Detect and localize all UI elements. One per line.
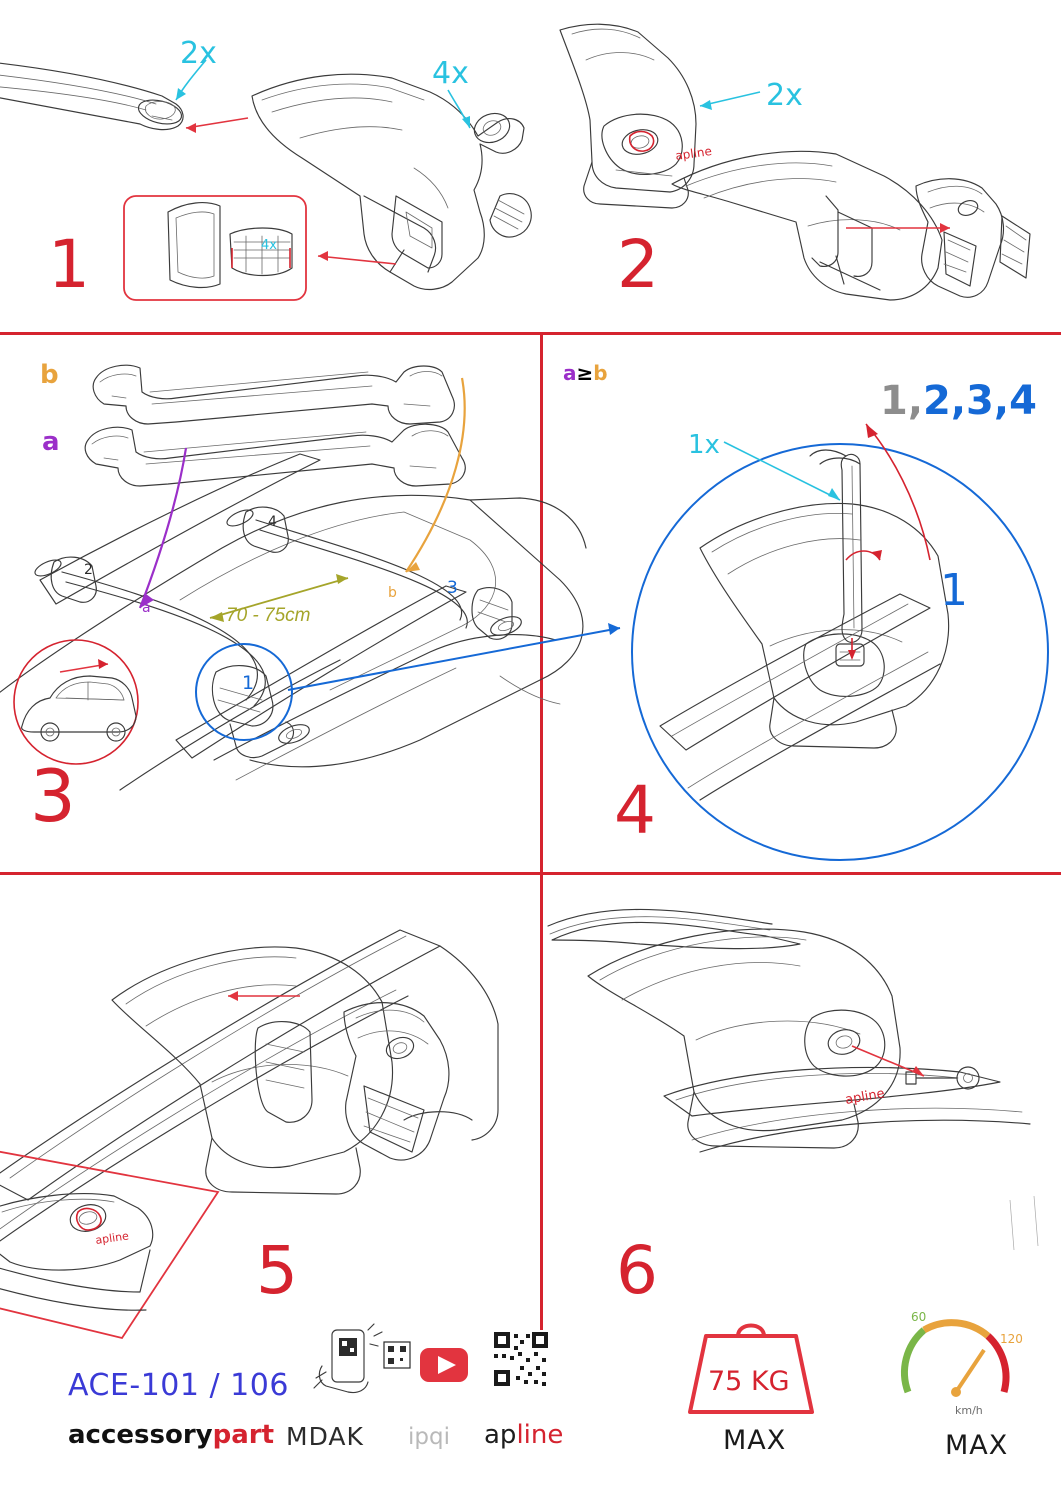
quantity-label-2x-step1: 2x [180,36,217,71]
svg-text:apline: apline [94,1229,130,1247]
step-number-2: 2 [617,226,658,303]
dimension-label: 70 - 75cm [226,605,311,626]
compare-a: a [563,361,577,385]
max-weight-caption: MAX [723,1425,787,1456]
step-number-5: 5 [256,1232,297,1309]
phone-scan-icon[interactable] [314,1324,410,1393]
mark-a: a [142,600,151,616]
svg-text:apline: apline [844,1086,886,1108]
quantity-label-4x-inset: 4x [261,238,277,253]
sequence-part-grey: 1, [880,378,924,424]
max-weight-value: 75 KG [708,1366,790,1397]
logo-apline [484,1420,563,1450]
gauge-tick-min: 60 [911,1310,927,1324]
max-speed-caption: MAX [945,1430,1009,1461]
max-speed-gauge-icon [904,1323,1006,1397]
step-number-6: 6 [616,1232,657,1309]
svg-text:apline: apline [674,144,713,163]
quantity-label-4x-step1: 4x [432,56,469,91]
step-number-3: 3 [30,754,75,838]
sequence-label [880,378,1037,424]
brand-part-dark: accessory [68,1420,213,1450]
mark-bar-3: 3 [447,578,458,598]
compare-operator: ≥ [576,361,594,385]
mark-b: b [388,585,397,601]
comparison-label-a-ge-b [563,361,608,385]
mark-bar-2: 2 [84,562,93,578]
youtube-icon[interactable] [420,1348,468,1382]
mark-bar-1: 1 [242,672,255,694]
bar-label-b: b [40,360,59,390]
product-model: ACE-101 / 106 [68,1368,289,1403]
brand-part-red: part [212,1420,275,1450]
logo-apline-dark: ap [484,1420,517,1450]
quantity-label-2x-step2: 2x [766,78,803,113]
bar-label-a: a [42,427,60,457]
qr-code-icon[interactable] [492,1330,550,1388]
logo-mdak: MDAK [286,1422,364,1451]
logo-apline-red: line [516,1420,564,1450]
sequence-part-blue: 2,3,4 [923,378,1037,424]
step-number-1: 1 [48,226,89,303]
quantity-label-1x-step4: 1x [688,430,720,460]
detail-step-label-1: 1 [940,565,968,616]
compare-b: b [593,361,608,385]
gauge-unit-label: km/h [955,1404,983,1417]
mark-bar-4: 4 [268,514,277,530]
step-number-4: 4 [614,772,655,849]
gauge-tick-max: 120 [1000,1332,1023,1346]
logo-ipqi: ipqi [408,1424,450,1450]
brand-accessorypart [68,1420,274,1450]
